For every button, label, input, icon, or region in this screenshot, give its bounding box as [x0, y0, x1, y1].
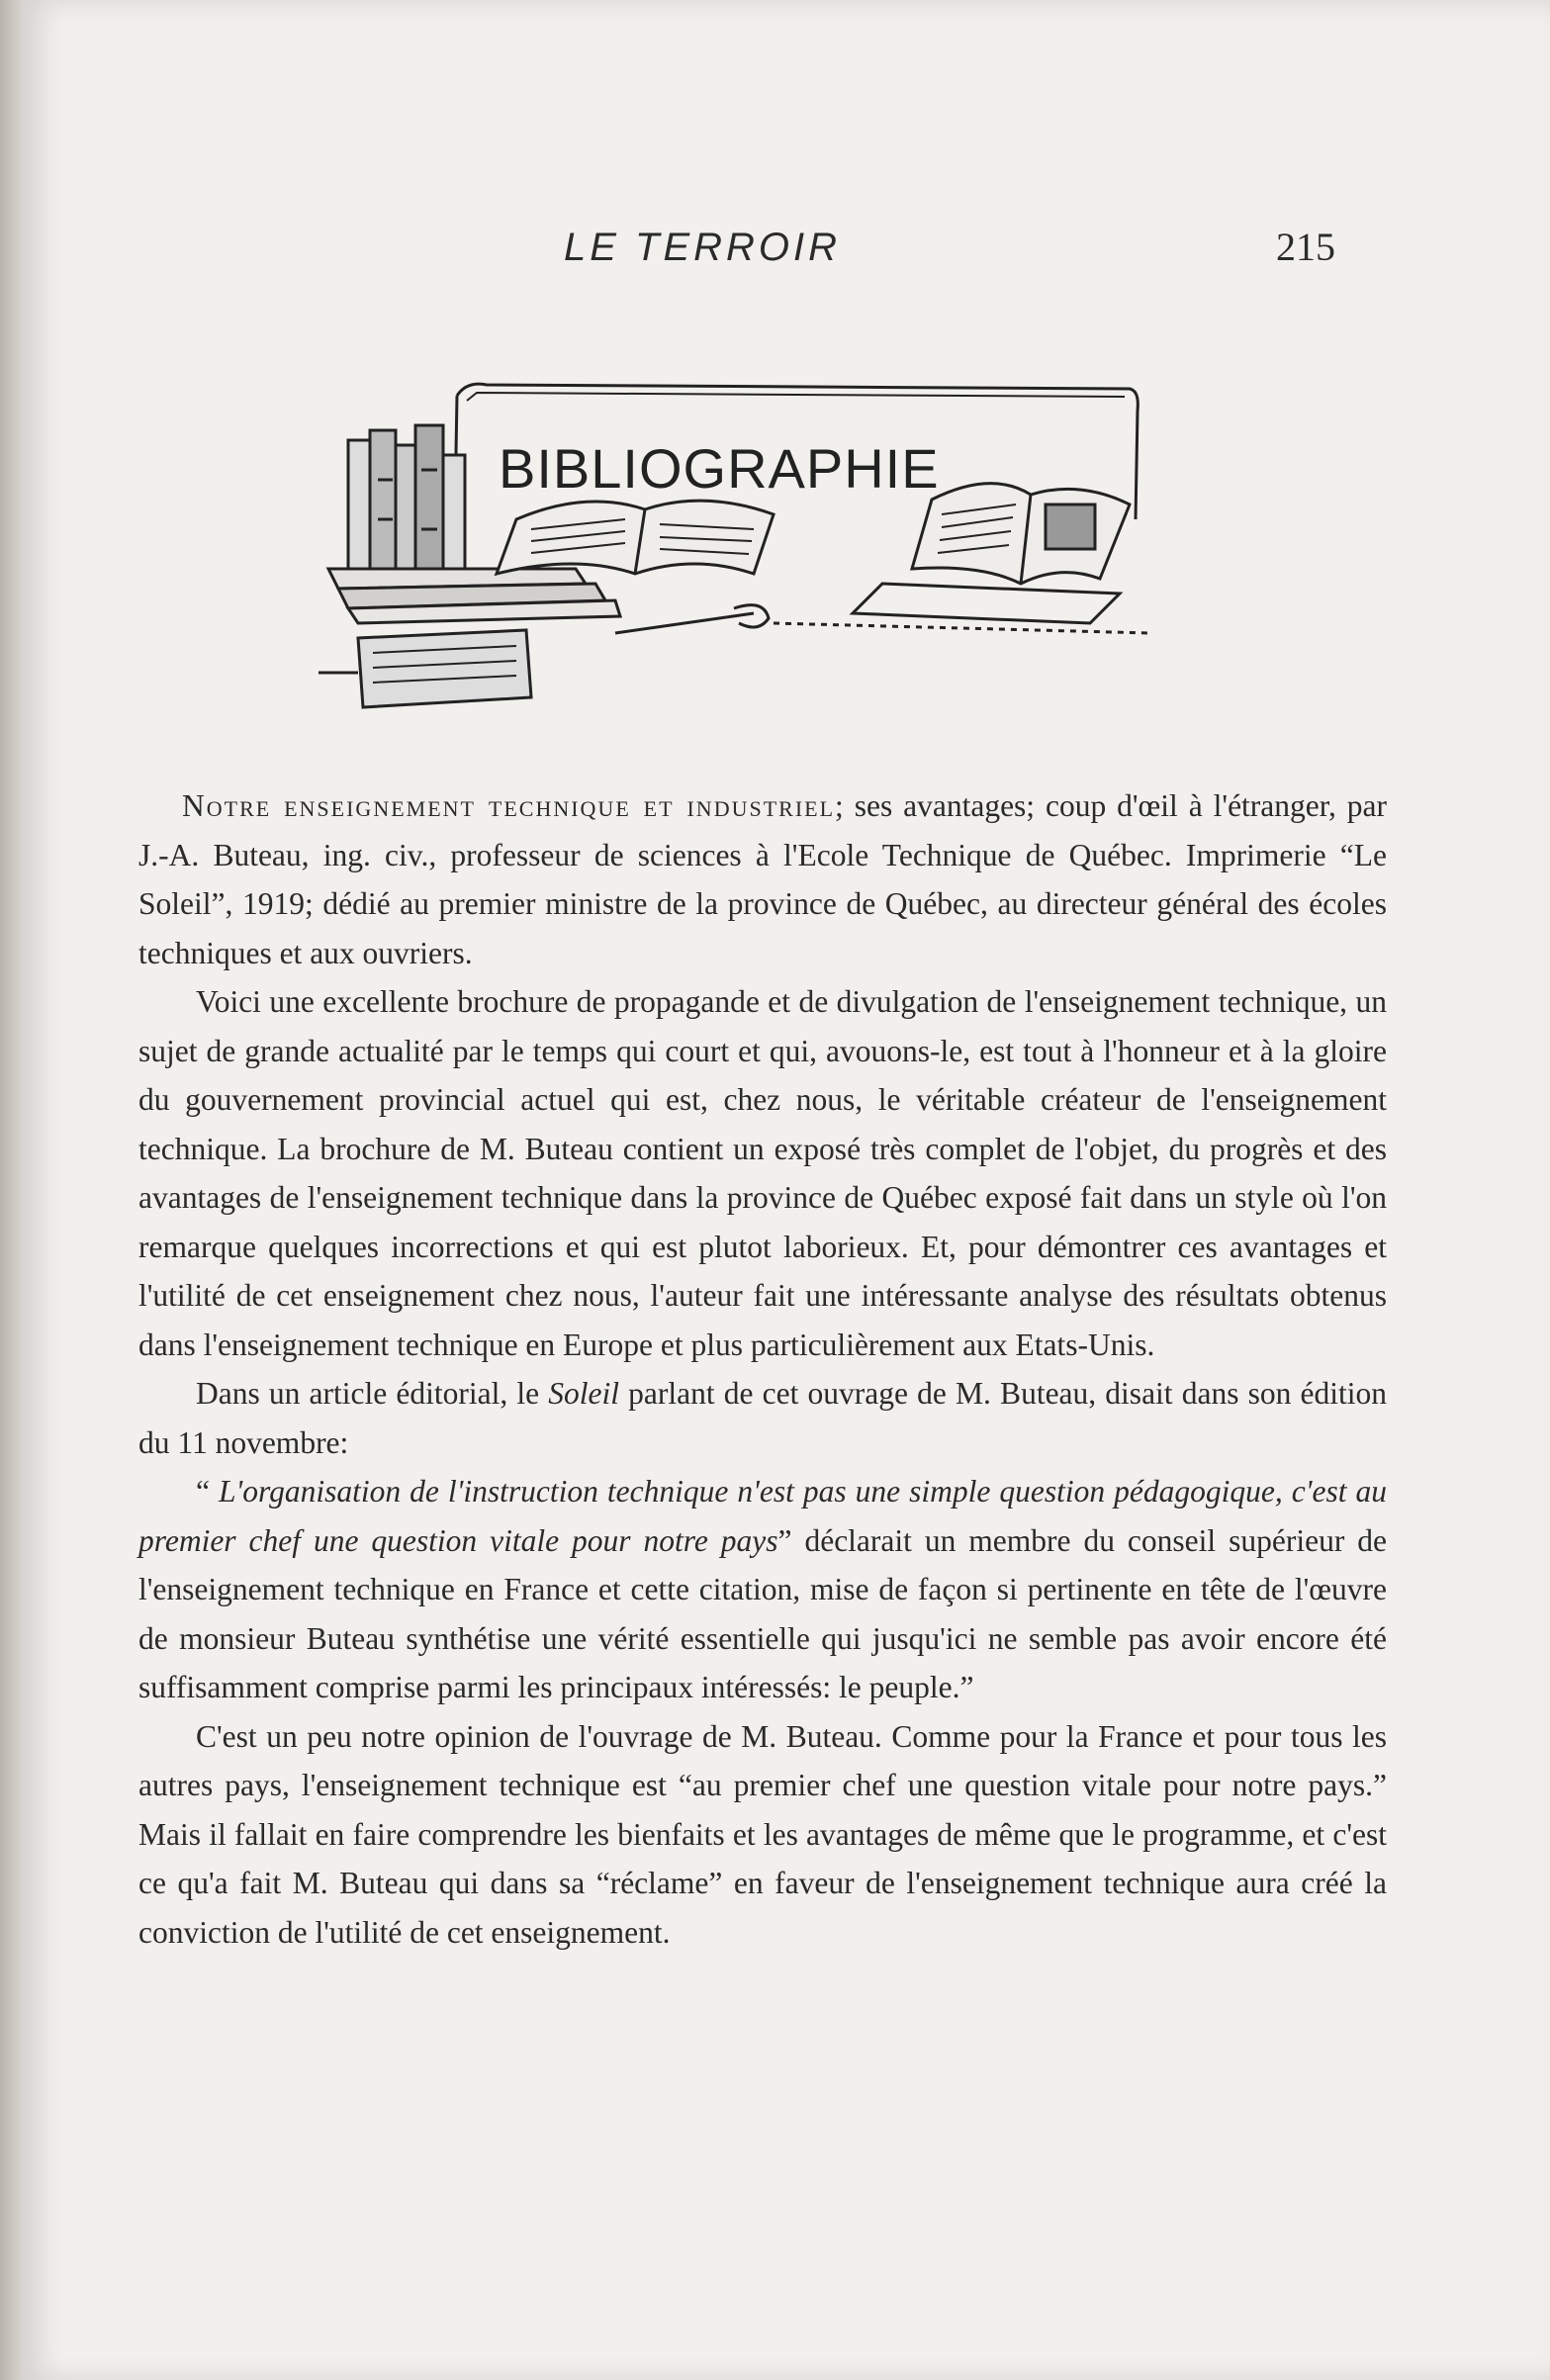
book-spine-shadow	[0, 0, 22, 2380]
entry-title-smallcaps: Notre enseignement technique et industriel	[182, 788, 836, 823]
bibliographic-entry	[138, 781, 1387, 977]
running-title: LE TERROIR	[564, 226, 842, 269]
paragraph-1: Voici une excellente brochure de propagande et de divulgation de l'enseignement technique, un sujet de grande actualité par le temps qui court et qui, avouons-le, est tout à l'honneur et à la gloire du gouvernement provincial actuel qui est, chez nous, le véritable créateur de l'enseignement technique. La brochure de M. Buteau contient un exposé très complet de l'objet, du progrès et des avantages de l'enseignement technique dans la province de Québec exposé fait dans un style où l'on remarque quelques incorrections et qui est plutot laborieux. Et, pour démontrer ces avantages et l'utilité de cet enseignement chez nous, l'auteur fait une intéressante analyse des résultats obtenus dans l'enseignement technique en Europe et plus particulièrement aux Etats-Unis.	[138, 984, 1387, 1362]
page-header	[22, 226, 1550, 285]
review-body	[138, 781, 1387, 1957]
book-page	[22, 0, 1550, 2380]
quotation-italic: L'organisation de l'instruction technique n'est pas une simple question pédagogique, c'est au premier chef une question vitale pour notre pays	[138, 1474, 1387, 1558]
section-title: BIBLIOGRAPHIE	[499, 437, 940, 500]
bibliography-ornament	[319, 371, 1149, 727]
paragraph-4: C'est un peu notre opinion de l'ouvrage de M. Buteau. Comme pour la France et pour tous les autres pays, l'enseignement technique est “au premier chef une question vitale pour notre pays.” Mais il fallait en faire comprendre les bienfaits et les avantages de même que le programme, et c'est ce qu'a fait M. Buteau qui dans sa “réclame” en faveur de l'enseignement technique aura créé la conviction de l'utilité de cet enseignement.	[138, 1718, 1387, 1950]
paragraph-3-quote: “ L'organisation de l'instruction technique n'est pas une simple question pédagogique, c'est au premier chef une question vitale pour notre pays” déclarait un membre du conseil supérieur de l'enseignement technique en France et cette citation, mise de façon si pertinente en tête de l'œuvre de monsieur Buteau synthétise une vérité essentielle qui jusqu'ici ne semble pas avoir encore été suffisamment comprise parmi les principaux intéressés: le peuple.”	[138, 1474, 1387, 1704]
entry-citation: ; ses avantages; coup d'œil à l'étranger, par J.-A. Buteau, ing. civ., professeur de sciences à l'Ecole Technique de Québec. Imprimerie “Le Soleil”, 1919; dédié au premier ministre de la province de Québec, au directeur général des écoles techniques et aux ouvriers.	[138, 788, 1387, 970]
books-illustration-icon	[319, 384, 1149, 707]
page-number: 215	[1276, 225, 1335, 269]
paragraph-2: Dans un article éditorial, le Soleil parlant de cet ouvrage de M. Buteau, disait dans son édition du 11 novembre:	[138, 1376, 1387, 1460]
newspaper-name: Soleil	[548, 1376, 620, 1411]
